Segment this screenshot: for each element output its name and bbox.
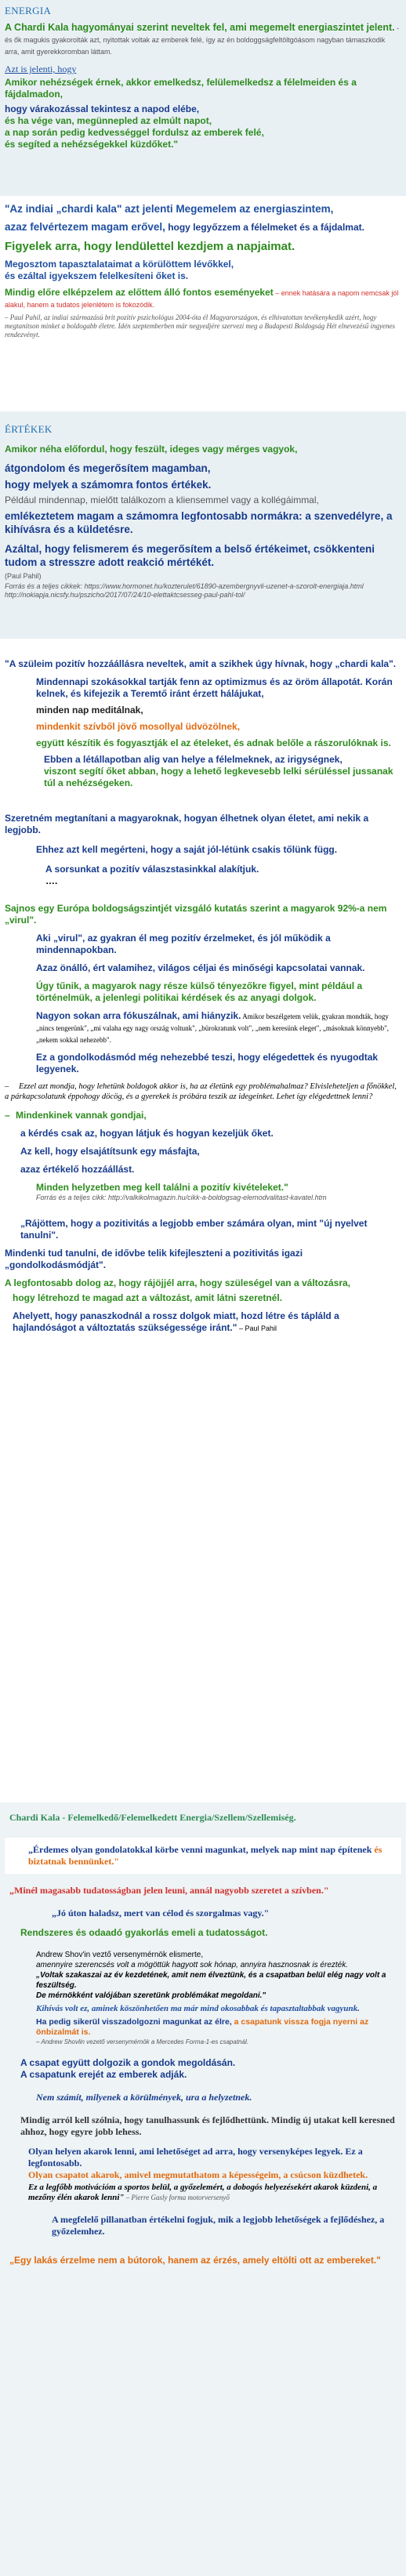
shovlin-source: – Andrew Shovlin vezető versenymérnök a Mercedes Forma-1-es csapatnál.	[36, 2038, 248, 2045]
habits-line-1: Mindennapi szokásokkal tartják fenn az optimizmus és az öröm állapotát. Korán kelnek, és kifejezik a Teremtő iránt érzett hálájukat,	[36, 676, 393, 699]
habits-line-2: minden nap meditálnak,	[36, 705, 143, 716]
energy-line-5: és segíted a nehézségekkel küzdőket."	[5, 139, 179, 150]
shovlin-line-5: Kihívás volt ez, aminek köszönhetően ma már mind okosabbak és tapasztaltabbak vagyunk.	[36, 2004, 360, 2013]
research-line-6: Ez a gondolkodásmód még nehezebbé teszi, hogy elégedettek és nyugodtak legyenek.	[36, 1052, 379, 1074]
intro-highlight: A Chardi Kala hagyományai szerint neveltek fel, ami megemelt energiaszintet jelent.	[5, 22, 395, 33]
chardi-kala-quote-3: Figyelek arra, hogy lendülettel kezdjem a napjaimat.	[5, 240, 295, 253]
problems-line-5: Minden helyzetben meg kell találni a pozitív kivételeket."	[36, 1182, 288, 1193]
gasly-line-2: Olyan helyen akarok lenni, ami lehetőséget ad arra, hogy versenyképes legyek. Ez a legfontosabb.	[28, 2146, 363, 2168]
thoughts-quote-bold: „Érdemes olyan gondolatokkal körbe venni magunkat, melyek nap mint nap építenek	[28, 1844, 372, 1855]
paul-pahil-bio: – Paul Pahil, az indiai származású brit pozitív pszichológus 2004-óta él Magyarországon, és elhivatottan tevékenykedik azért, hogy megtanítson minket a boldogabb életre. Idén szeptemberben már negyedjére szervezi meg a Budapesti Boldogság Hét elnevezésű ingyenes rendezvényt.	[5, 313, 395, 339]
teaching-line-1: Szeretném megtanítani a magyaroknak, hogyan élhetnek olyan életet, ami nekik a legjobb.	[5, 813, 369, 835]
moment-line: A megfelelő pillanatban értékelni fogjuk, mik a legjobb lehetőségek a fejlődéshez, a győzelemhez.	[52, 2214, 385, 2237]
section-header-chardi-kala: Chardi Kala - Felemelkedő/Felemelkedett Energia/Szellem/Szellemiség.	[9, 1812, 296, 1823]
section-header-energia: ENERGIA	[5, 5, 52, 16]
values-line-1: Amikor néha előfordul, hogy feszült, ideges vagy mérges vagyok,	[5, 444, 298, 455]
research-line-5-bold: Nagyon sokan arra fókuszálnak, ami hiányzik.	[36, 1010, 241, 1021]
section-header-ertekek: ÉRTÉKEK	[5, 423, 53, 435]
shovlin-line-1: Andrew Shov'in veztő versenymérnök elismerte,	[36, 1951, 204, 1959]
thoughts-quote-end: és biztatnak bennünket."	[28, 1844, 382, 1867]
quote-6-bold: Mindig előre elképzelem az előttem álló fontos eseményeket	[5, 287, 274, 298]
problems-line-3: Az kell, hogy elsajátítsunk egy másfajta,	[20, 1146, 200, 1157]
chardi-kala-quote-6	[5, 287, 401, 310]
problems-line-2: a kérdés csak az, hogyan látjuk és hogyan kezeljük őket.	[20, 1128, 274, 1139]
shovlin-line-4: De mérnökként valójában szeretünk problémákat megoldani."	[36, 1991, 266, 2000]
shovlin-line-3: „Voltak szakaszai az év kezdetének, amit nem élveztünk, és a csapatban belül elég nagy volt a feszültség.	[36, 1971, 386, 1990]
positivity-line-1: „Rájöttem, hogy a pozitivitás a legjobb ember számára olyan, mint "új nyelvet tanulni".	[20, 1218, 368, 1241]
values-line-4: Például mindennap, mielőtt találkozom a kliensemmel vagy a kollégáimmal,	[5, 495, 319, 505]
positivity-line-5-bold: Ahelyett, hogy panaszkodnál a rossz dolgok miatt, hozd létre és tápláld a hajlandóságot a változtatás szükségessége iránt."	[13, 1310, 339, 1333]
interviewer-question-text: Ezzel azt mondja, hogy lehetünk boldogok akkor is, ha az életünk egy problémahalmaz? Elvisleheteljen a főnökkel, a párkapcsolatunk éppohogy döcög, és a gyerekek is próbára teszik az idegeinket. Lehet így elégedettnek lenni?	[5, 1082, 397, 1101]
research-line-1: Sajnos egy Európa boldogságszintjét vizsgáló kutatás szerint a magyarok 92%-a nem „virul".	[5, 903, 387, 926]
values-line-3: hogy melyek a számomra fontos értékek.	[5, 479, 212, 491]
habits-line-5: Ebben a létállapotban alig van helye a félelmeknek, az irigységnek,	[44, 754, 343, 765]
positivity-author: – Paul Pahil	[237, 1324, 277, 1332]
intro-rest: - és ők magukis gyakorolták azt, nyitottak voltak az emberek felé, így az én boldoggságfeltöltgóásom nagyban támaszkodik arra, amit gyerekkoromban láttam.	[5, 24, 400, 56]
gasly-source: – Pierre Gasly forma motorversenyő	[124, 2194, 230, 2201]
values-line-6: Azáltal, hogy felismerem és megerősítem a belső értékeimet, csökkenteni tudom a stresszre adott reakció mértékét.	[5, 543, 375, 568]
problems-source: Forrás és a teljes cikk: http://valkikolmagazin.hu/cikk-a-boldogsag-elemodvalitast-kavatel.htm	[36, 1194, 327, 1201]
positivity-line-5	[5, 1310, 401, 1334]
research-line-4: Úgy tűnik, a magyarok nagy része külső tényezőkre figyel, mint például a történelmük, a jelenlegi politikai kérdések és az anyagi dolgok.	[36, 980, 363, 1003]
habits-line-3: mindenkit szívből jövő mosollyal üdvözölnek,	[36, 721, 241, 732]
research-line-5-rest: Amikor beszélgetem velük, gyakran mondták, hogy „nincs tengerünk", „mi valaha egy nagy ország voltunk", „bürokratunk volt", „nem keresünk eleget", „másoknak könnyebb", „nekem sokkal nehezebb".	[36, 1013, 389, 1044]
gasly-line-4-bold: Ez a legfőbb motivációm a sportos belül, a győzelemért, a dobogós helyezésekért akarok küzdeni, a mezőny élén akarok lenni"	[28, 2183, 378, 2202]
values-author: (Paul Pahil)	[5, 572, 42, 580]
team-line-3: Nem számít, milyenek a körülmények, ura a helyzetnek.	[36, 2092, 252, 2103]
chardi-kala-quote-5: és ezáltal igyekszem felelkesíteni őket is.	[5, 270, 189, 281]
chardi-kala-quote-1: "Az indiai „chardi kala" azt jelenti Megemelem az energiaszintem,	[5, 203, 334, 215]
parents-quote: "A szüleim pozitív hozzáállásra neveltek, amit a szikhek úgy hívnak, hogy „chardi kala".	[5, 658, 397, 669]
shovlin-line-6	[36, 2017, 401, 2038]
research-line-5	[36, 1010, 401, 1045]
chardi-kala-quote-2	[5, 220, 401, 234]
teaching-ellipsis: ….	[45, 875, 58, 886]
positivity-line-4: hogy létrehozd te magad azt a változást, amit látni szeretnél.	[13, 1292, 283, 1303]
gasly-line-3: Olyan csapatot akarok, amivel megmutathatom a képességeim, a csúcson küzdhetek.	[28, 2169, 368, 2180]
intro-paragraph	[5, 22, 401, 57]
team-line-2: A csapatunk erejét az emberek adják.	[20, 2069, 187, 2080]
link-azt-is-jelenti[interactable]: Azt is jelenti, hogy	[5, 63, 77, 74]
values-source: Forrás és a teljes cikkek: https://www.hormonet.hu/kozterulet/61890-azembergnyvli-uzenet-a-szorolt-energiaja.html http://nokiapja.nicsfy.hu/pszicho/2017/07/24/10-elettaktcsesseg-paul-pahl-tol/	[5, 582, 364, 599]
teaching-line-3: A sorsunkat a pozitív válaszstasinkkal alakítjuk.	[45, 864, 259, 875]
shovlin-line-2: amennyire szerencsés volt a mögöttük hagyott sok hónap, annyira hasznosnak is érezték.	[36, 1961, 348, 1969]
values-line-5: emlékeztetem magam a számomra legfontosabb normákra: a szenvedélyre, a kihívásra és a küldetésre.	[5, 510, 393, 535]
problems-line-1-text: Mindenkinek vannak gondjai,	[16, 1110, 147, 1121]
team-line-1: A csapat együtt dolgozik a gondok megoldásán.	[20, 2057, 236, 2068]
problems-line-1: – Mindenkinek vannak gondjai,	[5, 1110, 147, 1121]
energy-line-1: Amikor nehézségek érnek, akkor emelkedsz, felülemelkedsz a félelmeiden és a fájdalmadon,	[5, 77, 357, 100]
research-line-3: Azaz önálló, ért valamihez, világos céljai és minőségi kapcsolatai vannak.	[36, 962, 365, 973]
gasly-line-4	[28, 2183, 401, 2203]
problems-line-4: azaz értékelő hozzáállást.	[20, 1164, 135, 1175]
positivity-line-2: Mindenki tud tanulni, de idővbe telik kifejleszteni a pozitivitás igazi „gondolkodásmódját".	[5, 1248, 303, 1270]
energy-line-4: a nap során pedig kedvességgel fordulsz az emberek felé,	[5, 127, 264, 138]
habits-line-6: viszont segítí őket abban, hogy a lehető legkevesebb lelki sérüléssel jussanak túl a nehézségeken.	[44, 766, 393, 788]
right-path-quote: „Jó úton haladsz, mert van célod és szorgalmas vagy."	[52, 1908, 270, 1918]
interviewer-question: – Ezzel azt mondja, hogy lehetünk boldogok akkor is, ha az életünk egy problémahalmaz? Elvisleheteljen a főnökkel, a párkapcsolatunk éppohogy döcög, és a gyerekek is próbára teszik az idegeinket. Lehet így elégedettnek lenni?	[5, 1082, 397, 1101]
quote-6-rest: – ennek hatására a napom nemcsak jól alakul, hanem a tudatos jelenlétem is fokozódik.	[5, 289, 399, 309]
habits-line-4: együtt készítik és fogyasztják el az ételeket, és adnak belőle a rászorulóknak is.	[36, 737, 391, 748]
quote-2-rest: hogy legyőzzem a félelmeket és a fájdalmat.	[165, 222, 364, 233]
quote-2-bold: azaz felvértezem magam erővel,	[5, 221, 165, 233]
positivity-line-3: A legfontosabb dolog az, hogy rájöjjél arra, hogy szüleségel van a változásra,	[5, 1277, 350, 1288]
gasly-line-1: Mindig arról kell szólnia, hogy tanulhassunk és fejlődhettünk. Mindig új utakat kell keresned ahhoz, hogy egyre jobb lehess.	[20, 2114, 395, 2137]
thoughts-quote	[28, 1844, 397, 1868]
values-line-2: átgondolom és megerősítem magamban,	[5, 462, 211, 474]
practice-line: Rendszeres és odaadó gyakorlás emeli a tudatosságot.	[20, 1927, 268, 1938]
teaching-line-2: Ehhez azt kell megérteni, hogy a saját jól-létünk csakis tőlünk függ.	[36, 844, 338, 855]
shovlin-line-6-a: Ha pedig sikerül visszadolgozni magunkat az élre,	[36, 2017, 232, 2027]
awareness-quote: „Minél magasabb tudatosságban jelen leuni, annál nagyobb szeretet a szívben."	[9, 1885, 329, 1896]
research-line-2: Aki „virul", az gyakran él meg pozitív érzelmeket, és jól működik a mindennapokban.	[36, 933, 331, 955]
shovlin-line-6-b: a csapatunk vissza fogja nyerni az önbizalmát is.	[36, 2017, 369, 2037]
energy-line-3: és ha vége van, megünnepled az elmúlt napot,	[5, 115, 212, 126]
chardi-kala-quote-4: Megosztom tapasztalataimat a körülöttem lévőkkel,	[5, 259, 234, 270]
home-quote: „Egy lakás érzelme nem a bútorok, hanem az érzés, amely eltölti ott az embereket."	[9, 2255, 381, 2266]
energy-line-2: hogy várakozással tekintesz a napod elébe,	[5, 103, 200, 114]
